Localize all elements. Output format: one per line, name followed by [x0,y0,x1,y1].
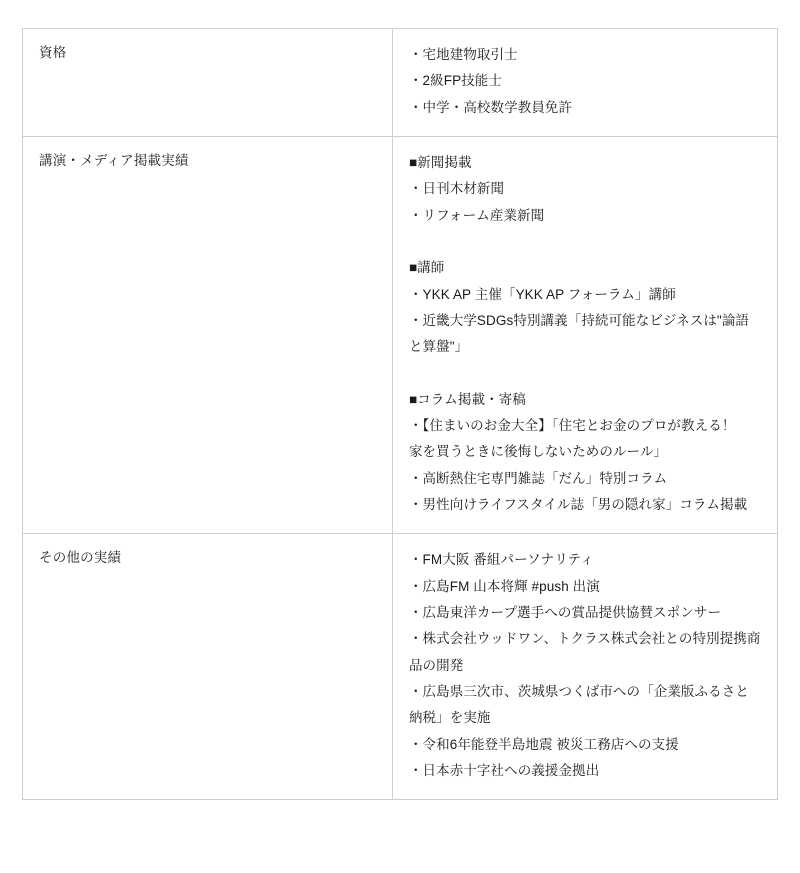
table-row [23,29,778,137]
profile-table-body [23,29,778,800]
row-label: 講演・メディア掲載実績 [39,152,189,168]
table-row [23,136,778,533]
value-line: ■新聞掲載 [408,154,472,170]
profile-table [22,28,778,800]
row-value-cell [392,136,777,533]
value-line: ・宅地建物取引士 [408,47,518,62]
value-line: ・近畿大学SDGs特別講義「持続可能なビジネスは"論語と算盤"」 [408,312,750,355]
value-line: ・日刊木材新聞 [408,181,505,197]
value-line: ■コラム掲載・寄稿 [408,391,526,407]
value-line-spacer [409,360,761,386]
value-line: ■講師 [408,260,445,276]
value-line: ・広島東洋カープ選手への賞品提供協賛スポンサー [408,604,722,620]
row-label-cell [23,136,393,533]
row-value-cell [392,534,777,800]
value-line: ・FM大阪 番組パーソナリティ [408,552,594,568]
row-label: その他の実績 [39,550,122,566]
value-line: ・広島FM 山本将輝 #push 出演 [408,578,600,594]
value-line: ・YKK AP 主催「YKK AP フォーラム」講師 [408,286,676,302]
row-label: 資格 [39,45,67,60]
value-line: ・高断熱住宅専門雑誌「だん」特別コラム [408,470,668,486]
value-line: ・2級FP技能士 [408,73,502,89]
value-line: ・中学・高校数学教員免許 [408,99,573,115]
value-line: ・株式会社ウッドワン、トクラス株式会社との特別提携商品の開発 [408,631,761,673]
value-line: ・日本赤十字社への義援金拠出 [408,762,600,778]
row-label-cell [23,534,393,800]
row-value-cell [392,29,777,137]
value-line: ・【住まいのお金大全】「住宅とお金のプロが教える！ 家を買うときに後悔しないためのルール」 [408,418,750,460]
value-line: ・リフォーム産業新聞 [408,207,545,223]
value-line: ・令和6年能登半島地震 被災工務店への支援 [408,736,679,752]
row-label-cell [23,29,393,137]
value-line: ・広島県三次市、茨城県つくば市への「企業版ふるさと納税」を実施 [408,683,749,726]
table-row [23,534,778,800]
value-line-spacer [409,229,761,255]
value-line: ・男性向けライフスタイル誌「男の隠れ家」コラム掲載 [408,497,748,512]
